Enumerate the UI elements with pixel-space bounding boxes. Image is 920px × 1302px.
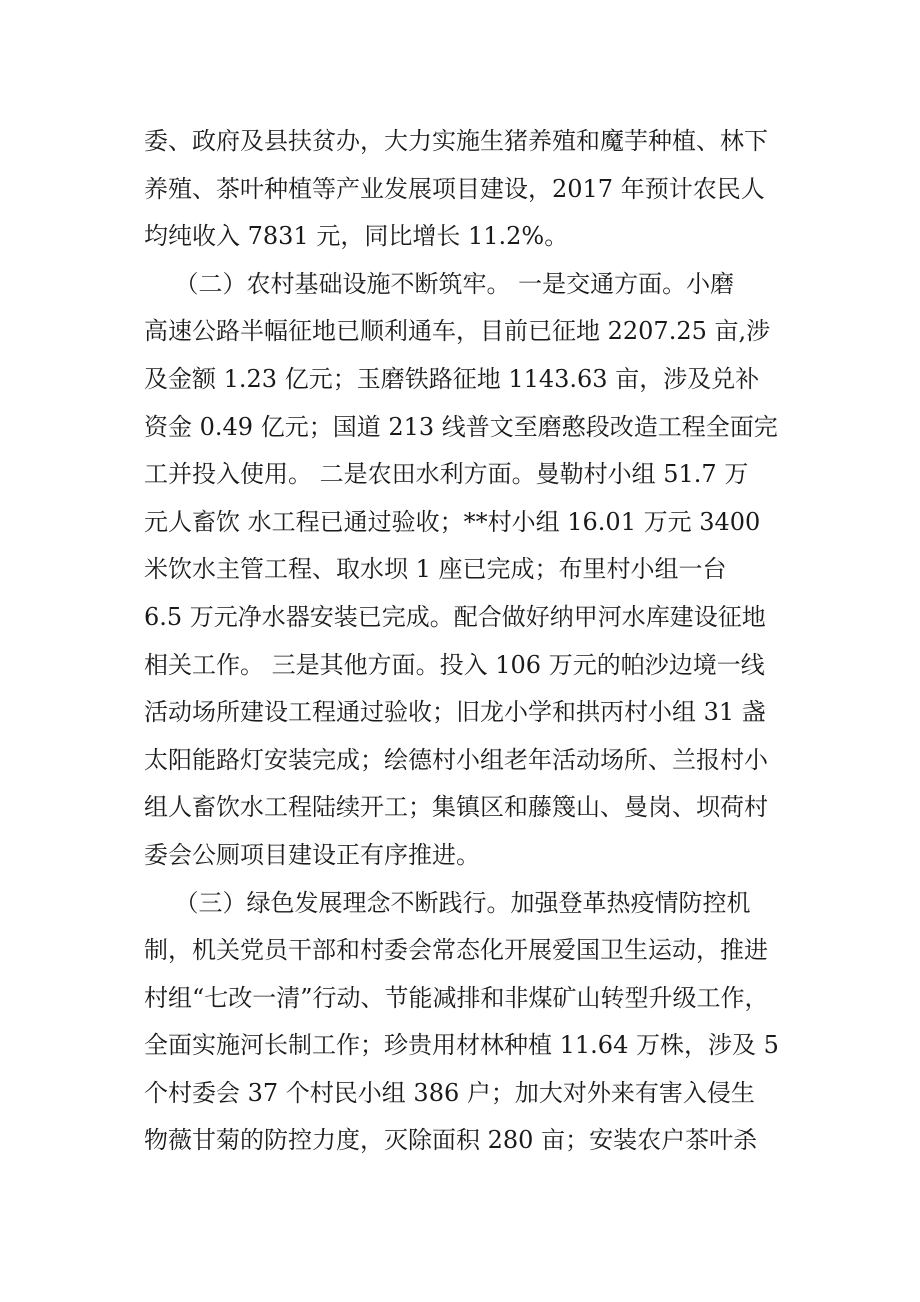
text-line: 村组“七改一清”行动、节能减排和非煤矿山转型升级工作， xyxy=(144,983,769,1012)
text-line: 太阳能路灯安装完成；绘德村小组老年活动场所、兰报村小 xyxy=(144,745,768,774)
text-line: 及金额 1.23 亿元；玉磨铁路征地 1143.63 亩，涉及兑补 xyxy=(144,364,760,393)
text-line: 高速公路半幅征地已顺利通车，目前已征地 2207.25 亩,涉 xyxy=(144,317,771,346)
text-line: 活动场所建设工程通过验收；旧龙小学和拱丙村小组 31 盏 xyxy=(144,698,766,727)
text-line: 均纯收入 7831 元，同比增长 11.2%。 xyxy=(144,222,569,251)
text-line: 工并投入使用。 二是农田水利方面。曼勒村小组 51.7 万 xyxy=(144,460,749,489)
body-text xyxy=(144,118,784,1165)
text-line: 元人畜饮 水工程已通过验收；**村小组 16.01 万元 3400 xyxy=(144,507,761,536)
text-line: 资金 0.49 亿元；国道 213 线普文至磨憨段改造工程全面完 xyxy=(144,412,778,441)
text-line: （二）农村基础设施不断筑牢。 一是交通方面。小磨 xyxy=(144,269,735,298)
text-line: 米饮水主管工程、取水坝 1 座已完成；布里村小组一台 xyxy=(144,555,727,584)
text-line: 6.5 万元净水器安装已完成。配合做好纳甲河水库建设征地 xyxy=(144,602,766,631)
text-line: 相关工作。 三是其他方面。投入 106 万元的帕沙边境一线 xyxy=(144,650,765,679)
text-line: 委会公厕项目建设正有序推进。 xyxy=(144,840,480,869)
text-line: 个村委会 37 个村民小组 386 户；加大对外来有害入侵生 xyxy=(144,1078,755,1107)
text-line: 物薇甘菊的防控力度，灭除面积 280 亩；安装农户茶叶杀 xyxy=(144,1126,758,1155)
text-line: 组人畜饮水工程陆续开工；集镇区和藤篾山、曼岗、坝荷村 xyxy=(144,793,768,822)
text-line: 养殖、茶叶种植等产业发展项目建设，2017 年预计农民人 xyxy=(144,174,765,203)
text-line: 全面实施河长制工作；珍贵用材林种植 11.64 万株，涉及 5 xyxy=(144,1031,779,1060)
text-line: 制，机关党员干部和村委会常态化开展爱国卫生运动，推进 xyxy=(144,936,768,965)
text-line: （三）绿色发展理念不断践行。加强登革热疫情防控机 xyxy=(144,888,751,917)
text-line: 委、政府及县扶贫办，大力实施生猪养殖和魔芋种植、林下 xyxy=(144,127,768,155)
